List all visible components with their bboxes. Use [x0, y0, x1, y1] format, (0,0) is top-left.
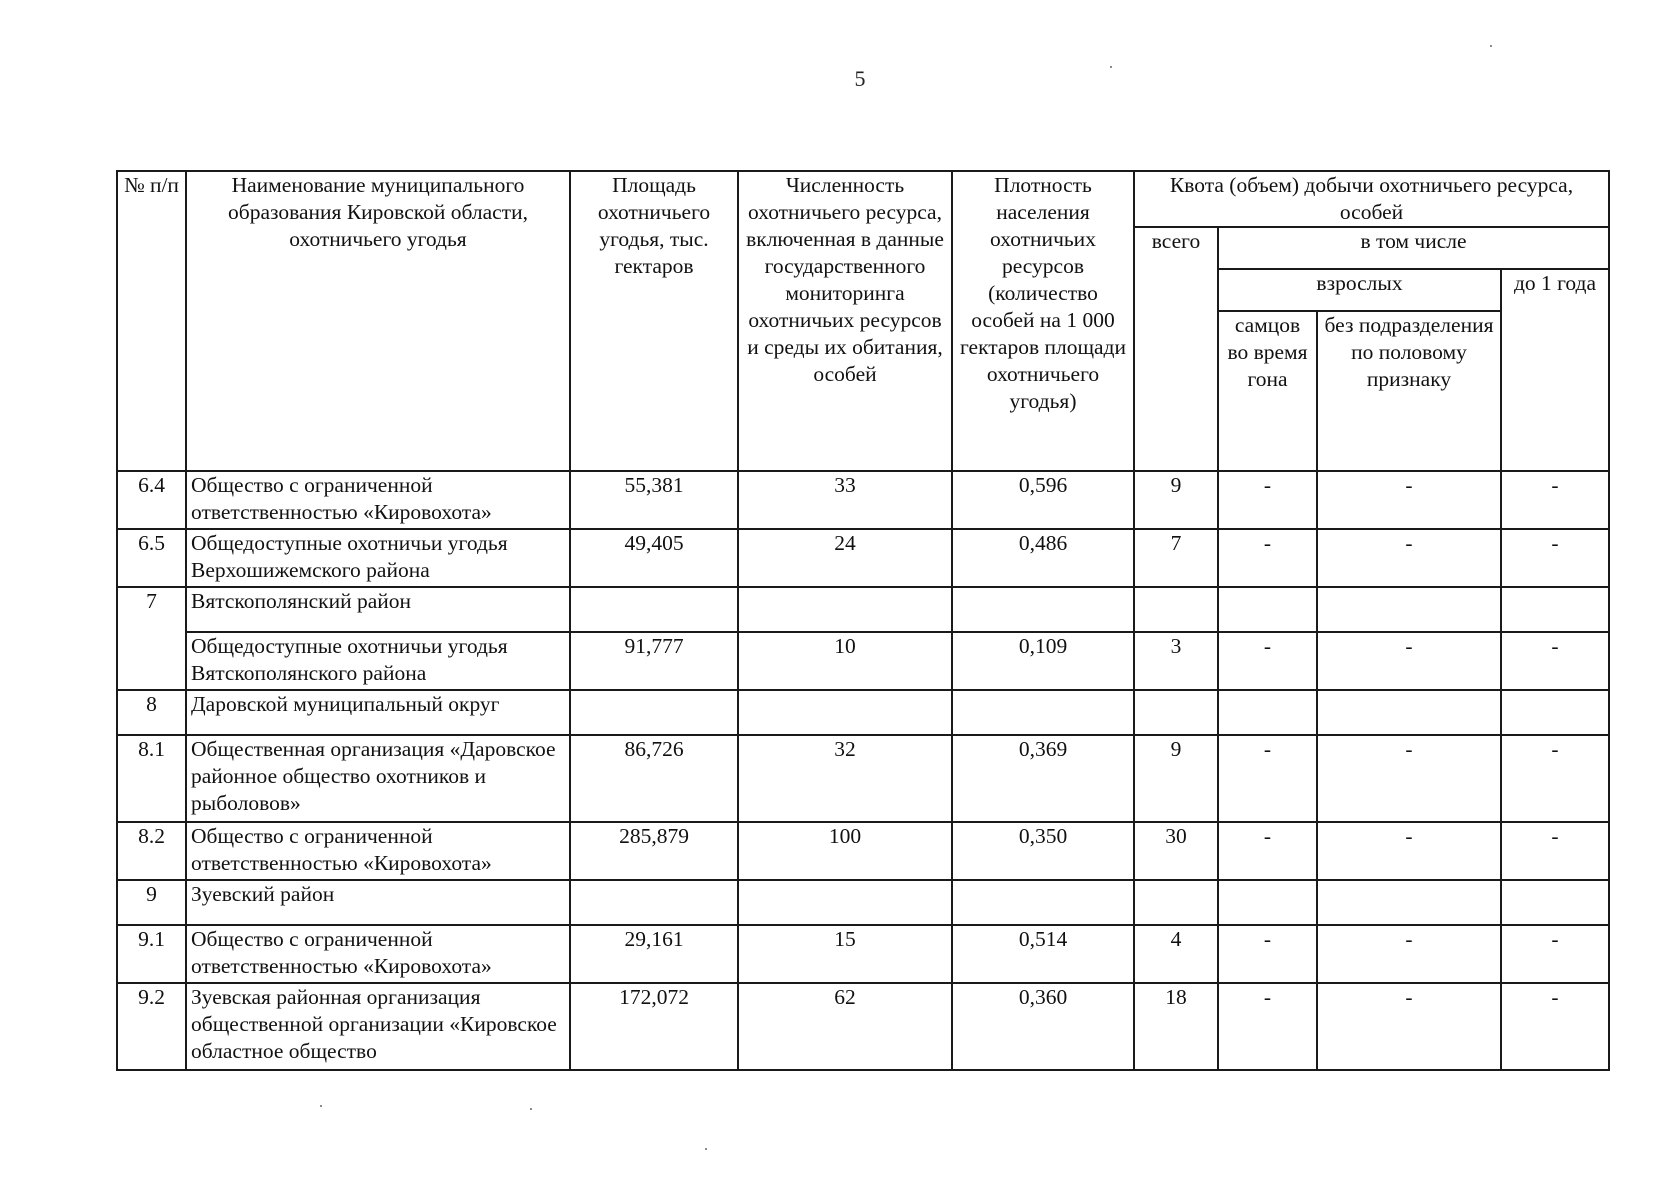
cell-density: 0,350: [952, 822, 1134, 880]
cell-area: 172,072: [570, 983, 738, 1070]
cell-density: [952, 587, 1134, 632]
cell-density: [952, 690, 1134, 735]
cell-count: 24: [738, 529, 952, 587]
cell-males-rut: -: [1218, 822, 1317, 880]
header-total: всего: [1134, 227, 1218, 471]
cell-under-year: -: [1501, 471, 1609, 529]
cell-count: [738, 587, 952, 632]
cell-males-rut: [1218, 880, 1317, 925]
cell-density: [952, 880, 1134, 925]
cell-no-sex-division: [1317, 690, 1501, 735]
cell-total: 30: [1134, 822, 1218, 880]
cell-count: 15: [738, 925, 952, 983]
header-quota: Квота (объем) добычи охотничьего ресурса, особей: [1134, 171, 1609, 227]
header-number: № п/п: [117, 171, 186, 471]
header-under-year: до 1 года: [1501, 269, 1609, 471]
cell-males-rut: -: [1218, 925, 1317, 983]
table-row: [117, 925, 1609, 983]
cell-number: 8: [117, 690, 186, 735]
cell-number: 6.5: [117, 529, 186, 587]
cell-name: Общедоступные охотничьи угодья Вятскополянского района: [186, 632, 570, 690]
cell-area: 86,726: [570, 735, 738, 822]
cell-total: 18: [1134, 983, 1218, 1070]
cell-name: Общество с ограниченной ответственностью «Кировохота»: [186, 925, 570, 983]
header-count: Численность охотничьего ресурса, включенная в данные государственного мониторинга охотничьих ресурсов и среды их обитания, особей: [738, 171, 952, 471]
cell-count: 33: [738, 471, 952, 529]
header-no-sex-division: без подразделения по половому признаку: [1317, 311, 1501, 471]
cell-count: 62: [738, 983, 952, 1070]
header-including: в том числе: [1218, 227, 1609, 269]
cell-count: [738, 880, 952, 925]
table-row: [117, 632, 1609, 690]
cell-number: 8.1: [117, 735, 186, 822]
cell-under-year: -: [1501, 822, 1609, 880]
cell-name: Даровской муниципальный округ: [186, 690, 570, 735]
cell-under-year: -: [1501, 632, 1609, 690]
cell-no-sex-division: -: [1317, 735, 1501, 822]
cell-name: Зуевская районная организация общественной организации «Кировское областное общество: [186, 983, 570, 1070]
cell-no-sex-division: [1317, 587, 1501, 632]
cell-number: 7: [117, 587, 186, 690]
cell-name: Общество с ограниченной ответственностью «Кировохота»: [186, 471, 570, 529]
cell-number: 9.2: [117, 983, 186, 1070]
cell-area: [570, 587, 738, 632]
quota-table: [116, 170, 1610, 1071]
cell-males-rut: [1218, 690, 1317, 735]
table-row: [117, 471, 1609, 529]
cell-no-sex-division: -: [1317, 632, 1501, 690]
cell-area: 91,777: [570, 632, 738, 690]
cell-number: 9.1: [117, 925, 186, 983]
cell-no-sex-division: -: [1317, 983, 1501, 1070]
cell-total: 4: [1134, 925, 1218, 983]
cell-males-rut: -: [1218, 632, 1317, 690]
cell-density: 0,369: [952, 735, 1134, 822]
table-row: [117, 983, 1609, 1070]
cell-area: 49,405: [570, 529, 738, 587]
cell-name: Зуевский район: [186, 880, 570, 925]
cell-males-rut: -: [1218, 529, 1317, 587]
scan-speck: [1490, 45, 1492, 47]
cell-count: 100: [738, 822, 952, 880]
table-row-section: [117, 690, 1609, 735]
cell-total: 9: [1134, 471, 1218, 529]
cell-area: 29,161: [570, 925, 738, 983]
cell-name: Общественная организация «Даровское районное общество охотников и рыболовов»: [186, 735, 570, 822]
cell-density: 0,486: [952, 529, 1134, 587]
cell-count: [738, 690, 952, 735]
cell-total: [1134, 880, 1218, 925]
page-number: 5: [854, 66, 866, 91]
cell-count: 32: [738, 735, 952, 822]
table-row: [117, 735, 1609, 822]
cell-males-rut: -: [1218, 471, 1317, 529]
cell-number: 9: [117, 880, 186, 925]
table-row: [117, 529, 1609, 587]
table-row-section: [117, 880, 1609, 925]
scan-speck: [1110, 66, 1112, 68]
cell-name: Общедоступные охотничьи угодья Верхошижемского района: [186, 529, 570, 587]
cell-name: Общество с ограниченной ответственностью «Кировохота»: [186, 822, 570, 880]
cell-total: 7: [1134, 529, 1218, 587]
cell-density: 0,514: [952, 925, 1134, 983]
cell-under-year: -: [1501, 983, 1609, 1070]
cell-under-year: -: [1501, 735, 1609, 822]
cell-under-year: [1501, 690, 1609, 735]
cell-males-rut: -: [1218, 735, 1317, 822]
cell-no-sex-division: -: [1317, 925, 1501, 983]
header-males-rut: самцов во время гона: [1218, 311, 1317, 471]
header-area: Площадь охотничьего угодья, тыс. гектаров: [570, 171, 738, 471]
cell-density: 0,109: [952, 632, 1134, 690]
cell-density: 0,596: [952, 471, 1134, 529]
header-adults: взрослых: [1218, 269, 1501, 311]
table-row-section: [117, 587, 1609, 632]
cell-no-sex-division: -: [1317, 822, 1501, 880]
cell-area: [570, 880, 738, 925]
header-name: Наименование муниципального образования Кировской области, охотничьего угодья: [186, 171, 570, 471]
cell-no-sex-division: [1317, 880, 1501, 925]
cell-under-year: -: [1501, 925, 1609, 983]
cell-males-rut: [1218, 587, 1317, 632]
cell-under-year: [1501, 587, 1609, 632]
cell-count: 10: [738, 632, 952, 690]
cell-males-rut: -: [1218, 983, 1317, 1070]
header-density: Плотность населения охотничьих ресурсов (количество особей на 1 000 гектаров площади охотничьего угодья): [952, 171, 1134, 471]
cell-density: 0,360: [952, 983, 1134, 1070]
scan-speck: [705, 1148, 707, 1150]
cell-total: 9: [1134, 735, 1218, 822]
cell-area: 285,879: [570, 822, 738, 880]
cell-number: 6.4: [117, 471, 186, 529]
scan-speck: [320, 1105, 322, 1107]
cell-name: Вятскополянский район: [186, 587, 570, 632]
cell-area: [570, 690, 738, 735]
cell-area: 55,381: [570, 471, 738, 529]
cell-total: [1134, 690, 1218, 735]
table-row: [117, 822, 1609, 880]
cell-under-year: -: [1501, 529, 1609, 587]
cell-total: 3: [1134, 632, 1218, 690]
cell-no-sex-division: -: [1317, 471, 1501, 529]
cell-number: 8.2: [117, 822, 186, 880]
cell-total: [1134, 587, 1218, 632]
cell-under-year: [1501, 880, 1609, 925]
scan-speck: [530, 1108, 532, 1110]
cell-no-sex-division: -: [1317, 529, 1501, 587]
